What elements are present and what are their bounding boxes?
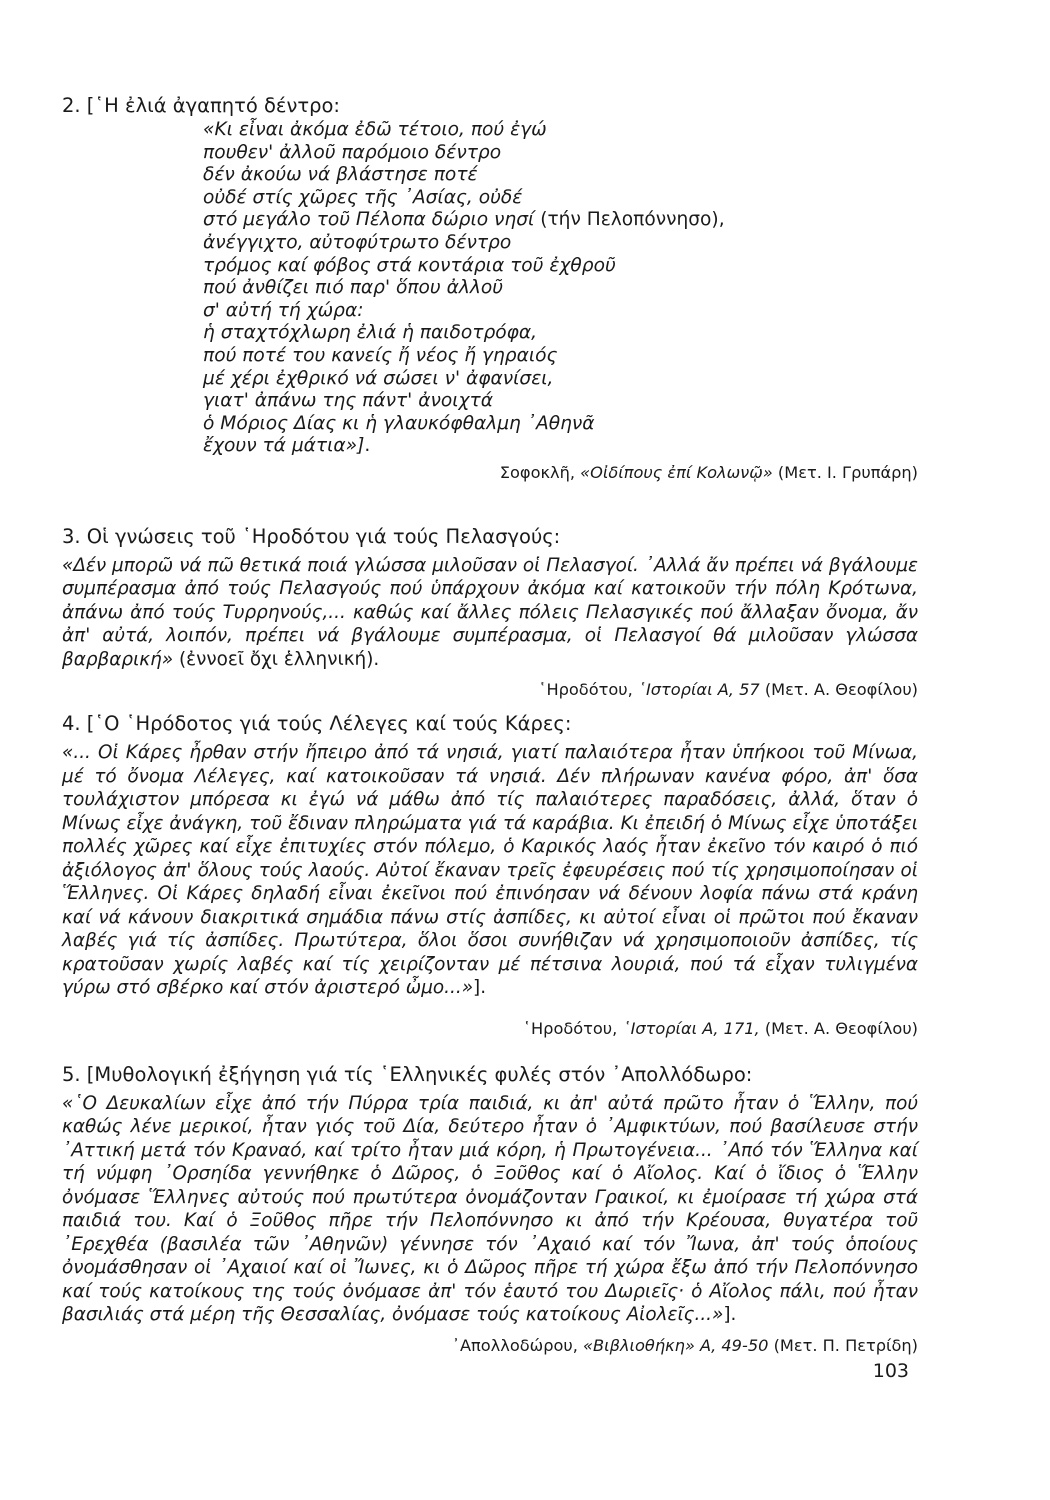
quote-text: «... Οἱ Κάρες ἦρθαν στήν ἤπειρο ἀπό τά νησιά, γιατί παλαιότερα ἦταν ὑπήκοοι τοῦ Μίνωα, μέ τό ὄνομα Λέλεγες, καί κατοικοῦσαν τά νησιά. Δέν πλήρωναν κανένα φόρο, ἀπ' ὅσα τουλάχιστον μπόρεσα κι ἐγώ νά μάθω ἀπό τίς παλαιότερες παραδόσεις, ἀλλά, ὅταν ὁ Μίνως εἶχε ἀνάγκη, τοῦ ἔδιναν πληρώματα γιά τά καράβια. Κι ἐπειδή ὁ Μίνως εἶχε ὑποτάξει πολλές χῶρες καί εἶχε ἐπιτυχίες στόν πόλεμο, ὁ Καρικός λαός ἦταν ἐκεῖνο τόν καιρό ὁ πιό ἀξιόλογος ἀπ' ὅλους τούς λαούς. Αὐτοί ἔκαναν τρεῖς ἐφευρέσεις πού τίς χρησιμοποίησαν οἱ Ἕλληνες. Οἱ Κάρες δηλαδή εἶναι ἐκεῖνοι πού ἐπινόησαν νά δένουν λοφία πάνω στά κράνη καί νά κάνουν διακριτικά σημάδια πάνω στίς ἀσπίδες, κι αὐτοί εἶναι οἱ πρῶτοι πού ἔκαναν λαβές γιά τίς ἀσπίδες. Πρωτύτερα, ὅλοι ὅσοι συνήθιζαν νά χρησιμοποιοῦν ἀσπίδες, τίς κρατοῦσαν χωρίς λαβές καί τίς χειρίζονταν μέ πέτσινα λουριά, πού τά εἶχαν τυλιγμένα γύρω στό σβέρκο καί στόν ἀριστερό ὦμο...» — [62, 742, 918, 999]
section-3 — [62, 524, 918, 702]
verse-line: τρόμος καί φόβος στά κοντάρια τοῦ ἐχθροῦ — [203, 254, 616, 276]
verse-line: πουθεν' ἀλλοῦ παρόμοιο δέντρο — [203, 141, 502, 163]
section-4-quote — [62, 741, 918, 1000]
verse-line — [203, 435, 918, 458]
citation-translator: (Μετ. Ι. Γρυπάρη) — [772, 462, 918, 482]
section-2-citation — [62, 462, 918, 484]
section-4-heading: 4. [῾Ο ῾Ηρόδοτος γιά τούς Λέλεγες καί τούς Κάρες: — [62, 712, 572, 736]
verse-line: σ' αὐτή τή χώρα: — [203, 299, 364, 321]
citation-author: Σοφοκλῆ, — [499, 462, 581, 482]
verse-line: ἀνέγγιχτο, αὐτοφύτρωτο δέντρο — [203, 231, 512, 253]
verse-line: «Κι εἶναι ἀκόμα ἐδῶ τέτοιο, πού ἐγώ — [203, 119, 547, 140]
section-2-verse — [62, 119, 918, 458]
verse-line-gloss: (τήν Πελοπόννησο), — [534, 209, 725, 231]
quote-text: «῾Ο Δευκαλίων εἶχε ἀπό τήν Πύρρα τρία παιδιά, κι ἀπ' αὐτά πρῶτο ἦταν ὁ Ἕλλην, πού καθώς λένε μερικοί, ἦταν γιός τοῦ Δία, δεύτερο ἦταν ὁ ᾿Αμφικτύων, πού βασίλευσε στήν ᾿Αττική μετά τόν Κραναό, καί τρίτο ἦταν μιά κόρη, ἡ Πρωτογένεια... ᾿Από τόν Ἕλληνα καί τή νύμφη ᾿Ορσηίδα γεννήθηκε ὁ Δῶρος, ὁ Ξοῦθος καί ὁ Αἴολος. Καί ὁ ἴδιος ὁ Ἕλλην ὀνόμασε Ἕλληνες αὐτούς πού πρωτύτερα ὀνομάζονταν Γραικοί, κι ἐμοίρασε τή χώρα στά παιδιά του. Καί ὁ Ξοῦθος πῆρε τήν Πελοπόννησο κι ἀπό τήν Κρέουσα, θυγατέρα τοῦ ᾿Ερεχθέα (βασιλέα τῶν ᾿Αθηνῶν) γέννησε τόν ᾿Αχαιό καί τόν Ἴωνα, ἀπ' τούς ὁποίους ὀνομάσθησαν οἱ ᾿Αχαιοί καί οἱ Ἴωνες, κι ὁ Δῶρος πῆρε τή χώρα ἔξω ἀπό τήν Πελοπόννησο καί τούς κατοίκους της τούς ὀνόμασε ἀπ' τόν ἑαυτό του Δωριεῖς· ὁ Αἴολος πάλι, πού ἦταν βασιλιάς στά μέρη τῆς Θεσσαλίας, ὀνόμασε τούς κατοίκους Αἰολεῖς...» — [62, 1092, 918, 1326]
verse-line-text: ἔχουν τά μάτια»] — [203, 435, 365, 457]
citation-translator: (Μετ. Α. Θεοφίλου) — [759, 1018, 918, 1038]
verse-line — [203, 209, 918, 232]
citation-work: «Βιβλιοθήκη» Α, 49-50 — [583, 1335, 769, 1355]
section-3-citation — [62, 679, 918, 701]
verse-line-text: στό μεγάλο τοῦ Πέλοπα δώριο νησί — [203, 209, 535, 231]
quote-text: «Δέν μπορῶ νά πῶ θετικά ποιά γλώσσα μιλοῦσαν οἱ Πελασγοί. ᾿Αλλά ἄν πρέπει νά βγάλουμε συμπέρασμα ἀπό τούς Πελασγούς πού ὑπάρχουν ἀκόμα καί κατοικοῦν τήν πόλη Κρότωνα, ἀπάνω ἀπό τούς Τυρρηνούς,... καθώς καί ἄλλες πόλεις Πελασγικές πού ἄλλαξαν ὄνομα, ἄν ἀπ' αὐτά, λοιπόν, πρέπει νά βγάλουμε συμπέρασμα, οἱ Πελασγοί θά μιλοῦσαν γλώσσα βαρβαρική» — [62, 554, 918, 670]
verse-line: οὐδέ στίς χῶρες τῆς ᾿Ασίας, οὐδέ — [203, 186, 523, 208]
verse-line: δέν ἀκούω νά βλάστησε ποτέ — [203, 164, 478, 186]
citation-translator: (Μετ. Π. Πετρίδη) — [768, 1335, 918, 1355]
citation-author: ῾Ηροδότου, — [538, 680, 638, 700]
section-3-heading: 3. Οἱ γνώσεις τοῦ ῾Ηροδότου γιά τούς Πελασγούς: — [62, 524, 561, 548]
section-4 — [62, 711, 918, 1040]
citation-author: ᾿Απολλοδώρου, — [451, 1335, 584, 1355]
verse-line: γιατ' ἀπάνω της πάντ' ἀνοιχτά — [203, 390, 493, 412]
citation-author: ῾Ηροδότου, — [522, 1018, 623, 1038]
citation-work: «Οἰδίπους ἐπί Κολωνῷ» — [580, 462, 773, 482]
page-number: 103 — [872, 1360, 909, 1382]
section-5-quote — [62, 1092, 918, 1327]
verse-line: πού ποτέ του κανείς ἤ νέος ἤ γηραιός — [203, 344, 558, 366]
section-5 — [62, 1062, 918, 1357]
quote-end: ]. — [723, 1304, 737, 1326]
verse-line-end: . — [364, 435, 371, 457]
section-5-citation — [62, 1335, 918, 1357]
document-page — [62, 93, 918, 1357]
citation-work: ῾Ιστορίαι Α, 57 — [637, 680, 760, 700]
citation-translator: (Μετ. Α. Θεοφίλου) — [759, 680, 918, 700]
section-2-heading: 2. [῾Η ἐλιά ἀγαπητό δέντρο: — [62, 94, 340, 117]
section-2 — [62, 93, 918, 484]
verse-line: ὁ Μόριος Δίας κι ἡ γλαυκόφθαλμη ᾿Αθηνᾶ — [203, 412, 595, 434]
section-3-quote — [62, 554, 918, 672]
citation-work: ῾Ιστορίαι Α, 171, — [622, 1018, 760, 1038]
section-4-citation — [62, 1018, 918, 1040]
quote-end: ]. — [473, 977, 487, 999]
section-5-heading: 5. [Μυθολογική ἐξήγηση γιά τίς ῾Ελληνικές φυλές στόν ᾿Απολλόδωρο: — [62, 1062, 753, 1086]
verse-line: μέ χέρι ἐχθρικό νά σώσει ν' ἀφανίσει, — [203, 367, 554, 389]
verse-line: ἡ σταχτόχλωρη ἐλιά ἡ παιδοτρόφα, — [203, 322, 538, 344]
quote-note: (ἐννοεῖ ὄχι ἑλληνική). — [173, 648, 380, 670]
verse-line: πού ἀνθίζει πιό παρ' ὅπου ἀλλοῦ — [203, 277, 503, 299]
